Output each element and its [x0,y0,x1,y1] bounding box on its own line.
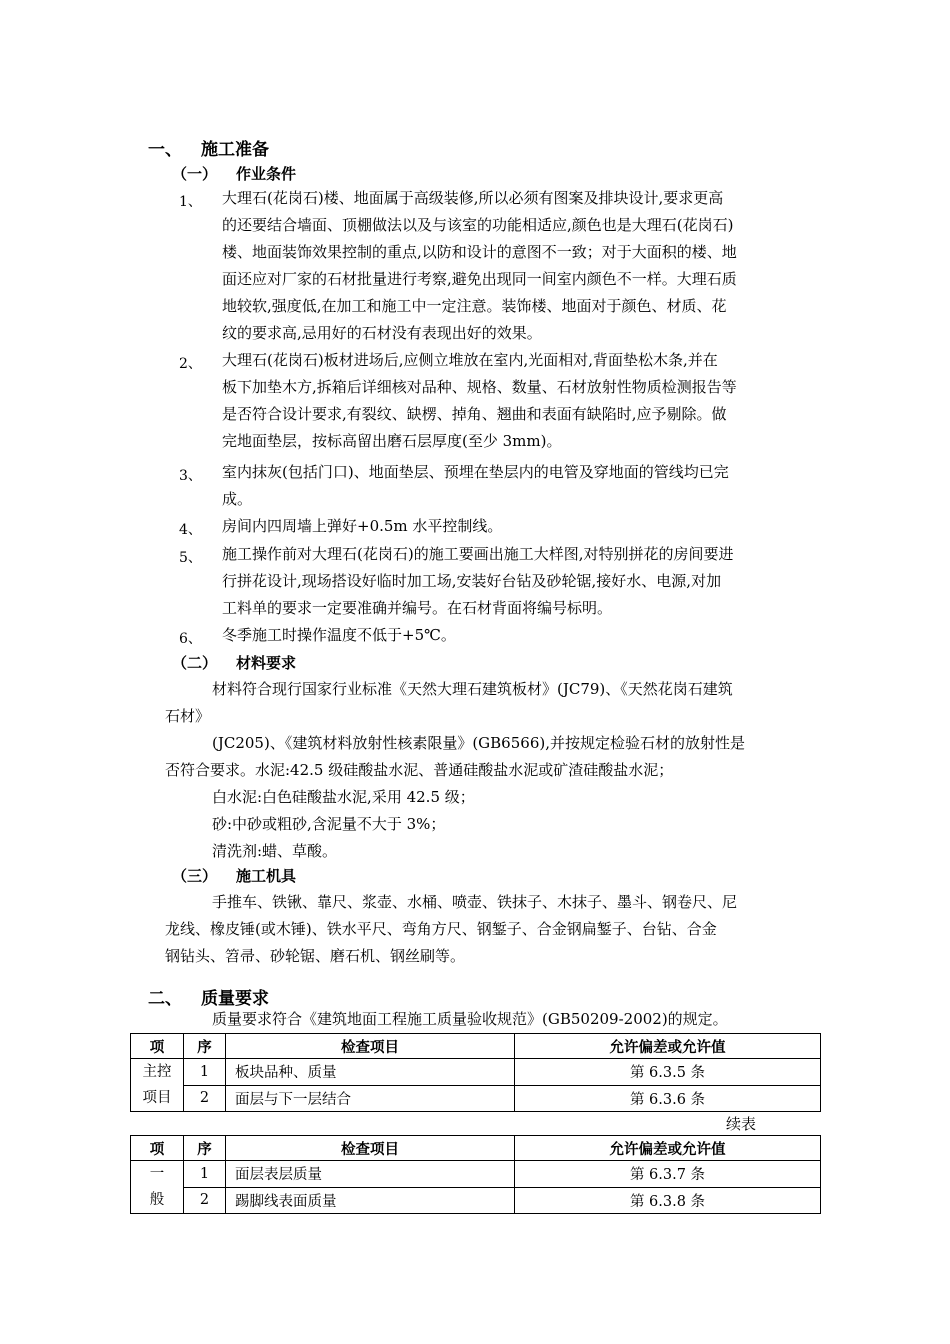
text-line: 的还要结合墙面、顶棚做法以及与该室的功能相适应,颜色也是大理石(花岗石) [222,216,734,234]
table-header-row [131,1136,821,1161]
section2-title: 质量要求 [201,989,269,1009]
item-cell: 面层表层质量 [226,1161,515,1188]
list-item [222,513,502,540]
group-label-line: 主控 [142,1064,172,1080]
text-line: 是否符合设计要求,有裂纹、缺楞、掉角、翘曲和表面有缺陷时,应予剔除。做 [222,405,727,423]
paragraph-line: 清洗剂:蜡、草酸。 [212,842,338,860]
group-label-line: 一 [149,1166,165,1182]
paragraph-line: 材料符合现行国家行业标准《天然大理石建筑板材》(JC79)、《天然花岗石建筑 [212,680,733,698]
item-number: 5、 [179,550,202,566]
header-item: 检查项目 [226,1034,515,1059]
header-seq: 序 [184,1136,226,1161]
text-line: 行拼花设计,现场搭设好临时加工场,安装好台钻及砂轮锯,接好水、电源,对加 [222,572,722,590]
text-line: 纹的要求高,忌用好的石材没有表现出好的效果。 [222,324,542,342]
item-number: 6、 [179,631,202,647]
paragraph-line: 手推车、铁锹、靠尺、浆壶、水桶、喷壶、铁抹子、木抹子、墨斗、钢卷尺、尼 [212,893,738,911]
list-item [222,541,733,622]
text-line: 面还应对厂家的石材批量进行考察,避免出现同一间室内颜色不一样。大理石质 [222,270,737,288]
group-label-line: 般 [149,1192,165,1208]
continued-label: 续表 [726,1115,757,1133]
sub2-title: 材料要求 [236,654,297,672]
header-item: 检查项目 [226,1136,515,1161]
list-item [222,622,456,649]
text-line: 完地面垫层，按标高留出磨石层厚度(至少 3mm)。 [222,432,562,450]
paragraph-line: 石材》 [165,707,211,725]
text-line: 冬季施工时操作温度不低于+5℃。 [222,626,456,644]
sub1-number: （一） [172,165,218,183]
text-line: 成。 [222,490,253,508]
paragraph-line: 钢钻头、笤帚、砂轮锯、磨石机、钢丝刷等。 [165,947,466,965]
paragraph-line: 白水泥:白色硅酸盐水泥,采用 42.5 级； [212,788,475,806]
header-category: 项 [131,1034,184,1059]
item-cell: 踢脚线表面质量 [226,1187,515,1214]
table-row [131,1085,821,1112]
paragraph-line: (JC205)、《建筑材料放射性核素限量》(GB6566),并按规定检验石材的放射性是 [212,734,745,752]
item-number: 2、 [179,356,202,372]
seq-cell: 2 [184,1187,226,1214]
value-cell: 第 6.3.5 条 [515,1059,821,1086]
text-line: 室内抹灰(包括门口)、地面垫层、预埋在垫层内的电管及穿地面的管线均已完 [222,463,729,481]
seq-cell: 1 [184,1161,226,1188]
paragraph-line: 砂:中砂或粗砂,含泥量不大于 3%； [212,815,446,833]
value-cell: 第 6.3.7 条 [515,1161,821,1188]
item-cell: 面层与下一层结合 [226,1085,515,1112]
header-seq: 序 [184,1034,226,1059]
text-line: 板下加垫木方,拆箱后详细核对品种、规格、数量、石材放射性物质检测报告等 [222,378,737,396]
text-line: 施工操作前对大理石(花岗石)的施工要画出施工大样图,对特别拼花的房间要进 [222,545,734,563]
sub1-title: 作业条件 [236,165,297,183]
item-number: 3、 [179,468,202,484]
sub3-number: （三） [172,867,218,885]
sub2-number: （二） [172,654,218,672]
table-row [131,1187,821,1214]
item-number: 1、 [179,194,202,210]
table-row [131,1161,821,1188]
seq-cell: 1 [184,1059,226,1086]
section1-title: 施工准备 [201,140,269,160]
value-cell: 第 6.3.8 条 [515,1187,821,1214]
text-line: 工料单的要求一定要准确并编号。在石材背面将编号标明。 [222,599,613,617]
group-label-cell [131,1059,184,1112]
list-item [222,185,737,347]
seq-cell: 2 [184,1085,226,1112]
sub3-title: 施工机具 [236,867,297,885]
header-value: 允许偏差或允许值 [515,1034,821,1059]
text-line: 楼、地面装饰效果控制的重点,以防和设计的意图不一致；对于大面积的楼、地 [222,243,737,261]
text-line: 地较软,强度低,在加工和施工中一定注意。装饰楼、地面对于颜色、材质、花 [222,297,727,315]
paragraph-line: 否符合要求。水泥:42.5 级硅酸盐水泥、普通硅酸盐水泥或矿渣硅酸盐水泥； [165,761,674,779]
paragraph-line: 龙线、橡皮锤(或木锤)、铁水平尺、弯角方尺、钢錾子、合金钢扁錾子、台钻、合金 [165,920,717,938]
value-cell: 第 6.3.6 条 [515,1085,821,1112]
item-cell: 板块品种、质量 [226,1059,515,1086]
section2-intro: 质量要求符合《建筑地面工程施工质量验收规范》(GB50209-2002)的规定。 [212,1010,728,1028]
table-row [131,1059,821,1086]
section1-number: 一、 [148,140,182,160]
text-line: 大理石(花岗石)板材进场后,应侧立堆放在室内,光面相对,背面垫松木条,并在 [222,351,718,369]
text-line: 大理石(花岗石)楼、地面属于高级装修,所以必须有图案及排块设计,要求更高 [222,189,724,207]
group-label-line: 项目 [142,1090,172,1106]
section2-number: 二、 [148,989,182,1009]
group-label-cell [131,1161,184,1214]
quality-table-general [130,1135,821,1214]
quality-table-main [130,1033,821,1112]
list-item [222,347,737,455]
item-number: 4、 [179,522,202,538]
header-value: 允许偏差或允许值 [515,1136,821,1161]
text-line: 房间内四周墙上弹好+0.5m 水平控制线。 [222,517,503,535]
table-header-row [131,1034,821,1059]
header-category: 项 [131,1136,184,1161]
list-item [222,459,729,513]
